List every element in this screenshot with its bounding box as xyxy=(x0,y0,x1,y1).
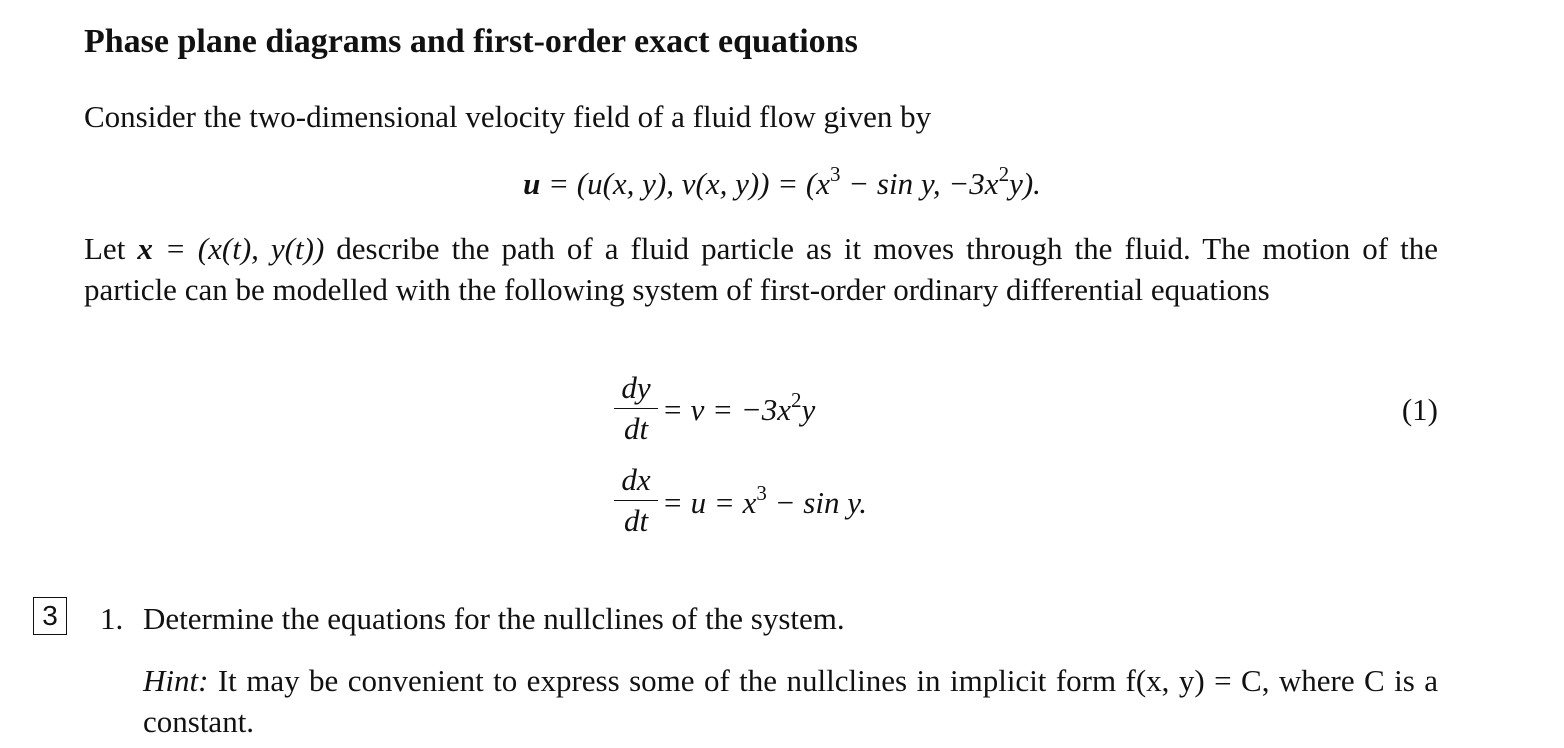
dx-numerator: dx xyxy=(621,462,651,497)
dy-numerator: dy xyxy=(621,370,651,405)
eq1-rhs-end: y xyxy=(801,392,816,427)
fraction-bar xyxy=(614,500,658,501)
eq2-rhs: = u = x xyxy=(662,485,757,520)
velocity-vector-symbol: u xyxy=(523,166,541,201)
path-description xyxy=(84,228,1438,310)
eq1-rhs: = v = −3x xyxy=(662,392,792,427)
page-title: Phase plane diagrams and first-order exact equations xyxy=(84,23,858,60)
dt-denominator: dt xyxy=(623,411,649,446)
hint-body: It may be convenient to express some of the nullclines in implicit form f(x, y) = C, where C is a constant. xyxy=(143,663,1438,739)
path-pre: Let xyxy=(84,231,138,266)
equation-1-rhs xyxy=(662,390,815,430)
fraction-bar xyxy=(614,408,658,409)
eq2-exponent: 3 xyxy=(756,481,767,505)
eq1-exponent: 2 xyxy=(791,388,802,412)
velocity-rhs-mid: − sin y, −3x xyxy=(840,166,999,201)
dt-denominator: dt xyxy=(623,503,649,538)
intro-text: Consider the two-dimensional velocity field of a fluid flow given by xyxy=(84,99,932,134)
hint-label: Hint: xyxy=(143,663,209,698)
equation-label: (1) xyxy=(1401,392,1438,427)
question-text: Determine the equations for the nullclines of the system. xyxy=(143,601,845,636)
eq2-rhs-end: − sin y. xyxy=(766,485,868,520)
velocity-rhs-end: y). xyxy=(1009,166,1041,201)
marks-box: 3 xyxy=(33,597,67,635)
velocity-rhs: = (u(x, y), v(x, y)) = (x xyxy=(540,166,830,201)
dy-dt-fraction xyxy=(614,370,658,447)
equation-2-rhs xyxy=(662,483,867,523)
velocity-exponent-2: 2 xyxy=(998,162,1010,186)
position-vector-symbol: x xyxy=(137,231,153,266)
dx-dt-fraction xyxy=(614,462,658,539)
position-definition: = (x(t), y(t)) xyxy=(152,231,325,266)
velocity-field-equation xyxy=(0,164,1564,204)
hint-text xyxy=(143,660,1438,742)
path-post: describe the path of a fluid particle as it moves through the fluid. The motion of the particle can be modelled with the following system of first-order ordinary differential equations xyxy=(84,231,1438,307)
question-number: 1. xyxy=(100,601,124,636)
velocity-exponent-3: 3 xyxy=(829,162,841,186)
